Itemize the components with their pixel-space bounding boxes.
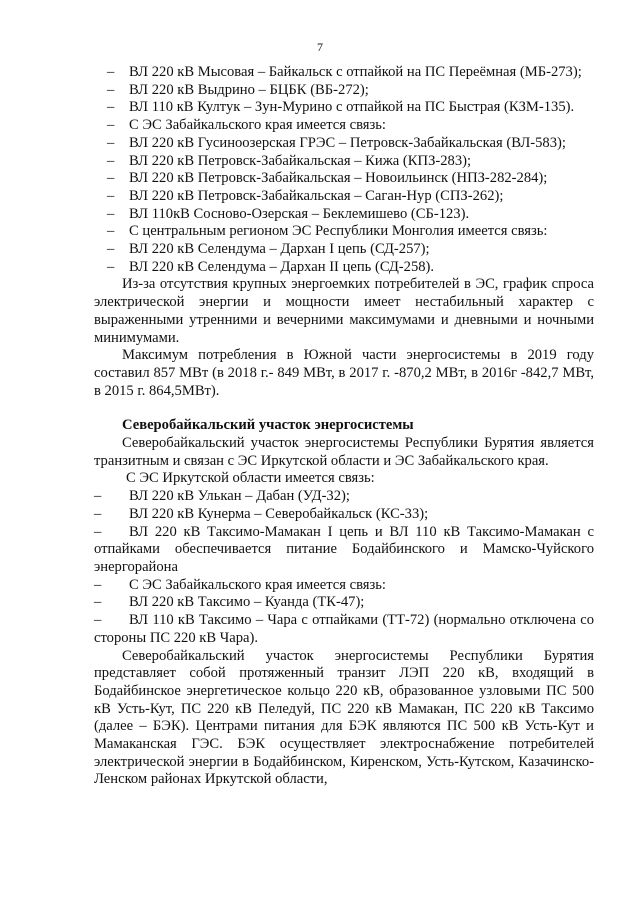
list-item: – ВЛ 220 кВ Выдрино – БЦБК (ВБ-272);: [107, 81, 369, 98]
list-item: – ВЛ 220 кВ Селендума – Дархан I цепь (СД-257);: [107, 241, 430, 258]
list-item: – ВЛ 220 кВ Гусиноозерская ГРЭС – Петровск-Забайкальская (ВЛ-583);: [107, 134, 566, 151]
paragraph-demand: Из-за отсутствия крупных энергоемких потребителей в ЭС, график спроса электрической энергии и мощности имеет нестабильный характер с выраженными утренними и вечерними максимумами и дневными и ночными минимумами.: [94, 276, 594, 346]
connection-list-north: [94, 488, 594, 647]
list-item: – ВЛ 220 кВ Таксимо – Куанда (ТК-47);: [94, 594, 365, 611]
list-item: – ВЛ 110 кВ Култук – Зун-Мурино с отпайкой на ПС Быстрая (КЗМ-135).: [107, 99, 575, 116]
list-item: – ВЛ 220 кВ Улькан – Дабан (УД-32);: [94, 488, 350, 505]
list-item: – ВЛ 110кВ Сосново-Озерская – Беклемишево (СБ-123).: [107, 205, 470, 222]
list-item: – ВЛ 220 кВ Таксимо-Мамакан I цепь и ВЛ 110 кВ Таксимо-Мамакан с отпайками обеспечивается питание Бодайбинского и Мамско-Чуйского энергорайона: [94, 523, 594, 575]
list-item: – С ЭС Забайкальского края имеется связь:: [107, 117, 386, 134]
list-item: – ВЛ 220 кВ Мысовая – Байкальск с отпайкой на ПС Переёмная (МБ-273);: [107, 64, 582, 80]
section-heading: Северобайкальский участок энергосистемы: [122, 417, 414, 434]
intro-irkutsk: С ЭС Иркутской области имеется связь:: [126, 470, 375, 487]
list-item: – ВЛ 110 кВ Таксимо – Чара с отпайками (ТТ-72) (нормально отключена со стороны ПС 220 кВ Чара).: [94, 612, 594, 646]
paragraph-maximum: Максимум потребления в Южной части энергосистемы в 2019 году составил 857 МВт (в 2018 г.- 849 МВт, в 2017 г. -870,2 МВт, в 2016г -842,7 МВт, в 2015 г. 864,5МВт).: [94, 347, 594, 399]
page-number: 7: [317, 40, 323, 54]
list-item: – ВЛ 220 кВ Петровск-Забайкальская – Саган-Нур (СПЗ-262);: [107, 187, 504, 204]
paragraph-bek: Северобайкальский участок энергосистемы Республики Бурятия представляет собой протяженный транзит ЛЭП 220 кВ, входящий в Бодайбинское энергетическое кольцо 220 кВ, образованное узловыми ПС 500 кВ Усть-Кут, ПС 220 кВ Пеледуй, ПС 220 кВ Мамакан, ПС 220 кВ Таксимо (далее – БЭК). Центрами питания для БЭК являются ПС 500 кВ Усть-Кут и Мамаканская ГЭС. БЭК осуществляет электроснабжение потребителей электрической энергии в Бодайбинском, Киренском, Усть-Кутском, Казачинско-Ленском районах Иркутской области,: [94, 647, 594, 788]
list-item: – С центральным регионом ЭС Республики Монголия имеется связь:: [107, 223, 548, 240]
connection-list-south: [94, 64, 594, 276]
paragraph-transit: Северобайкальский участок энергосистемы Республики Бурятия является транзитным и связан с ЭС Иркутской области и ЭС Забайкальского края.: [94, 435, 594, 469]
list-item: – ВЛ 220 кВ Кунерма – Северобайкальск (КС-33);: [94, 505, 429, 522]
list-item: – ВЛ 220 кВ Селендума – Дархан II цепь (СД-258).: [107, 258, 435, 275]
list-item: – С ЭС Забайкальского края имеется связь:: [94, 576, 386, 593]
list-item: – ВЛ 220 кВ Петровск-Забайкальская – Новоильинск (НПЗ-282-284);: [107, 170, 548, 187]
list-item: – ВЛ 220 кВ Петровск-Забайкальская – Кижа (КПЗ-283);: [107, 152, 472, 169]
page-body: [94, 64, 594, 789]
